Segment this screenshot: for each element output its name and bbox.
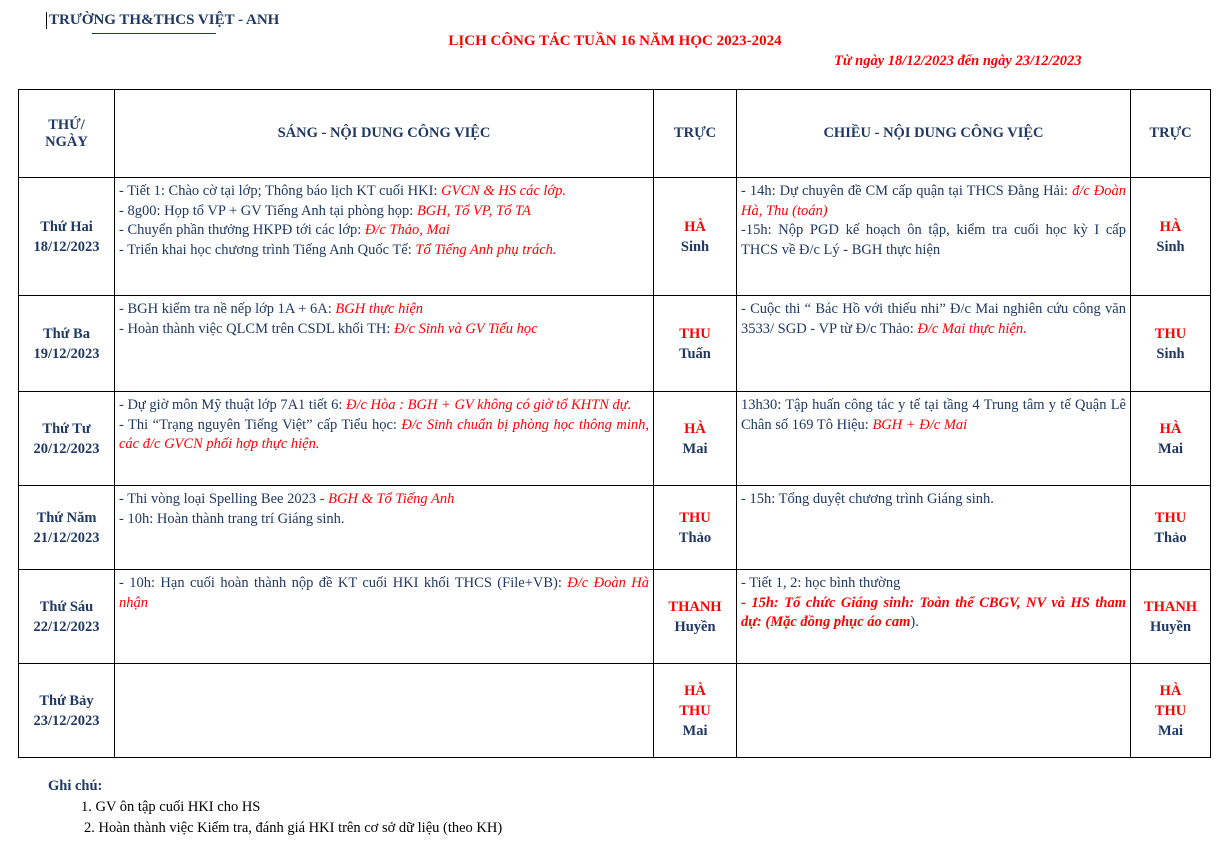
task-text: - Chuyển phần thưởng HKPĐ tới các lớp:: [119, 222, 365, 238]
duty-person: Mai: [1158, 440, 1183, 457]
task-assignee: BGH, Tổ VP, Tổ TA: [416, 202, 531, 219]
task-line: [119, 574, 649, 613]
table-row: [19, 486, 1211, 570]
col-day-header-line: THỨ/: [48, 116, 85, 133]
task-line: [741, 594, 1126, 633]
task-assignee: Tổ Tiếng Anh phụ trách.: [415, 241, 557, 258]
task-assignee: - BGH & Tổ Tiếng Anh: [319, 491, 455, 507]
table-row: [19, 178, 1211, 296]
task-assignee: Đ/c Sinh và GV Tiểu học: [394, 320, 538, 337]
task-line: [741, 221, 1126, 260]
col-morning-header: SÁNG - NỘI DUNG CÔNG VIỆC: [115, 90, 654, 178]
task-line: [741, 574, 1126, 594]
task-text: - Triển khai học chương trình Tiếng Anh Quốc Tế:: [119, 241, 416, 258]
duty-pm-cell: [1131, 296, 1211, 392]
note-item: 2. Hoàn thành việc Kiểm tra, đánh giá HKI trên cơ sở dữ liệu (theo KH): [84, 820, 503, 836]
task-line: [119, 241, 649, 261]
afternoon-cell: [737, 392, 1131, 486]
task-text: - Tiết 1, 2: học bình thường: [741, 575, 901, 591]
duty-person: Mai: [682, 722, 708, 739]
task-text: - Cuộc thi “ Bác Hồ với thiếu nhi” Đ/c Mai nghiên cứu công văn 3533/ SGD - VP từ Đ/c Thảo:: [741, 301, 1126, 337]
task-assignee: BGH thực hiện: [335, 301, 424, 317]
col-afternoon-header: CHIỀU - NỘI DUNG CÔNG VIỆC: [737, 90, 1131, 178]
day-name: Thứ Ba: [43, 325, 90, 342]
table-row: [19, 664, 1211, 758]
task-text-end: ).: [910, 614, 919, 630]
duty-person: HÀ: [684, 420, 706, 437]
notes-title: Ghi chú:: [48, 778, 103, 794]
col-duty-pm-header: TRỰC: [1131, 90, 1211, 178]
day-cell: [19, 392, 115, 486]
duty-am-cell: [654, 664, 737, 758]
day-name: Thứ Tư: [42, 420, 91, 437]
task-text: - Thi “Trạng nguyên Tiếng Việt” cấp Tiểu học:: [119, 416, 402, 433]
duty-am-cell: [654, 392, 737, 486]
task-line: [741, 300, 1126, 339]
task-line: [741, 182, 1126, 221]
morning-cell: [115, 664, 654, 758]
task-line: [119, 202, 649, 222]
task-line: [119, 416, 649, 455]
task-line: [119, 320, 649, 340]
duty-person: THANH: [1143, 598, 1198, 615]
task-assignee: Đ/c Mai thực hiện.: [917, 320, 1027, 337]
duty-person: THU: [1154, 509, 1187, 526]
table-row: [19, 296, 1211, 392]
duty-person: Thảo: [678, 529, 712, 546]
duty-person: Huyền: [674, 618, 716, 635]
day-cell: [19, 570, 115, 664]
task-assignee: GVCN & HS các lớp.: [441, 183, 567, 199]
morning-cell: [115, 486, 654, 570]
task-line: [119, 510, 649, 530]
afternoon-cell: [737, 296, 1131, 392]
task-assignee: Đ/c Sinh chuẩn bị phòng học thông minh, các đ/c GVCN phối hợp thực hiện.: [119, 416, 649, 452]
duty-person: THU: [679, 325, 711, 342]
task-text: - BGH kiểm tra nề nếp lớp 1A + 6A:: [119, 301, 336, 317]
day-date: 18/12/2023: [33, 238, 100, 255]
task-text: 13h30: Tập huấn công tác y tế tại tầng 4 Trung tâm y tế Quận Lê Chân số 169 Tô Hiệu:: [741, 397, 1126, 433]
duty-person: THANH: [668, 598, 722, 615]
task-line: [119, 396, 649, 416]
task-line: [119, 182, 649, 202]
afternoon-cell: [737, 486, 1131, 570]
day-name: Thứ Năm: [36, 509, 97, 526]
afternoon-cell: [737, 570, 1131, 664]
duty-pm-cell: [1131, 392, 1211, 486]
day-cell: [19, 178, 115, 296]
col-day-header-line: NGÀY: [45, 133, 88, 150]
duty-person: HÀ: [1159, 420, 1182, 437]
day-cell: [19, 664, 115, 758]
duty-person: Thảo: [1154, 529, 1187, 546]
task-text: - Tiết 1: Chào cờ tại lớp; Thông báo lịch KT cuối HKI:: [119, 183, 442, 199]
day-date: 20/12/2023: [33, 440, 100, 457]
duty-person: HÀ: [684, 218, 706, 235]
duty-pm-cell: [1131, 486, 1211, 570]
note-item: 1. GV ôn tập cuối HKI cho HS: [81, 799, 261, 815]
task-text: - Thi vòng loại Spelling Bee 2023: [119, 491, 320, 507]
task-text: - 14h: Dự chuyên đề CM cấp quận tại THCS Đằng Hải:: [741, 183, 1073, 199]
task-text: -15h: Nộp PGD kế hoạch ôn tập, kiểm tra cuối học kỳ I cấp THCS về Đ/c Lý - BGH thực hiện: [741, 222, 1126, 258]
duty-person: Huyền: [1149, 618, 1192, 635]
duty-person: THU: [1154, 702, 1187, 719]
day-name: Thứ Bảy: [39, 692, 94, 709]
table-header-row: [19, 90, 1211, 178]
afternoon-cell: [737, 178, 1131, 296]
day-date: 21/12/2023: [33, 529, 100, 546]
duty-am-cell: [654, 296, 737, 392]
task-assignee: Đ/c Đoàn Hà nhận: [119, 575, 649, 611]
day-name: Thứ Sáu: [39, 598, 94, 615]
day-cell: [19, 486, 115, 570]
duty-pm-cell: [1131, 178, 1211, 296]
schedule-title: LỊCH CÔNG TÁC TUẦN 16 NĂM HỌC 2023-2024: [448, 33, 782, 49]
morning-cell: [115, 296, 654, 392]
duty-pm-cell: [1131, 664, 1211, 758]
school-name: TRƯỜNG TH&THCS VIỆT - ANH: [46, 12, 279, 29]
date-range: Từ ngày 18/12/2023 đến ngày 23/12/2023: [834, 53, 1082, 69]
col-day-header: [19, 90, 115, 178]
task-text: - Dự giờ môn Mỹ thuật lớp 7A1 tiết 6:: [119, 397, 346, 413]
task-line: [119, 221, 649, 241]
duty-person: THU: [1154, 325, 1187, 342]
duty-am-cell: [654, 486, 737, 570]
afternoon-cell: [737, 664, 1131, 758]
duty-person: Sinh: [1156, 238, 1185, 255]
task-line: [119, 490, 649, 510]
duty-person: HÀ: [1159, 682, 1182, 699]
day-name: Thứ Hai: [40, 218, 93, 235]
duty-person: Mai: [682, 440, 708, 457]
duty-am-cell: [654, 570, 737, 664]
morning-cell: [115, 392, 654, 486]
task-text: - 10h: Hoàn thành trang trí Giáng sinh.: [119, 510, 345, 527]
task-assignee: Đ/c Hòa : BGH + GV không có giờ tổ KHTN dự.: [346, 397, 632, 413]
day-date: 22/12/2023: [33, 618, 100, 635]
duty-pm-cell: [1131, 570, 1211, 664]
duty-person: Sinh: [680, 238, 710, 255]
task-text: - 10h: Hạn cuối hoàn thành nộp đề KT cuối HKI khối THCS (File+VB):: [119, 575, 568, 591]
duty-person: Mai: [1158, 722, 1183, 739]
task-text: - 8g00: Họp tổ VP + GV Tiếng Anh tại phòng họp:: [119, 202, 417, 219]
task-highlight: - 15h: Tổ chức Giáng sinh: Toàn thể CBGV, NV và HS tham dự: (Mặc đồng phục áo cam: [741, 594, 1126, 630]
schedule-table: [18, 89, 1211, 758]
duty-person: HÀ: [684, 682, 706, 699]
table-row: [19, 570, 1211, 664]
task-line: [741, 490, 1126, 510]
day-cell: [19, 296, 115, 392]
task-assignee: BGH + Đ/c Mai: [872, 416, 968, 433]
day-date: 23/12/2023: [33, 712, 100, 729]
duty-person: Tuấn: [679, 345, 711, 362]
day-date: 19/12/2023: [33, 345, 100, 362]
morning-cell: [115, 178, 654, 296]
duty-am-cell: [654, 178, 737, 296]
notes-section: [48, 776, 502, 839]
duty-person: HÀ: [1159, 218, 1182, 235]
table-row: [19, 392, 1211, 486]
duty-person: Sinh: [1156, 345, 1185, 362]
task-line: [741, 396, 1126, 435]
morning-cell: [115, 570, 654, 664]
task-assignee: Đ/c Thảo, Mai: [364, 222, 450, 238]
task-assignee: đ/c Đoàn Hà, Thu (toán): [741, 183, 1126, 219]
col-duty-am-header: TRỰC: [654, 90, 737, 178]
duty-person: THU: [679, 509, 711, 526]
task-line: [119, 300, 649, 320]
task-text: - Hoàn thành việc QLCM trên CSDL khối TH:: [119, 320, 395, 337]
task-text: - 15h: Tổng duyệt chương trình Giáng sinh.: [741, 491, 994, 507]
duty-person: THU: [679, 702, 711, 719]
